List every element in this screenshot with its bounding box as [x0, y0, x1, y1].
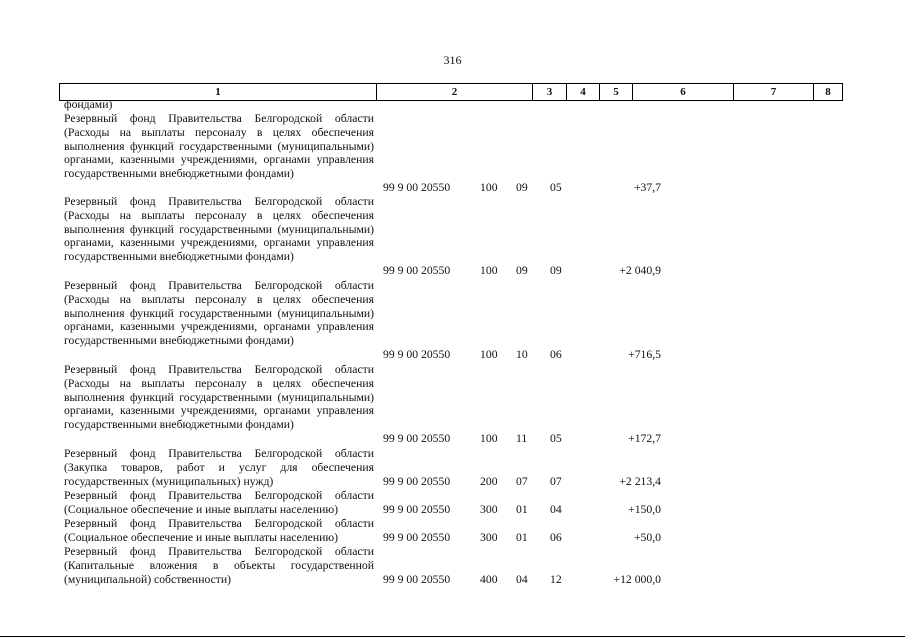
header-col-6: 6 [633, 84, 734, 100]
header-col-8: 8 [825, 86, 831, 98]
row-description: Резервный фонд Правительства Белгородской области (Капитальные вложения в объекты государственной (муниципальной) собственности) [64, 545, 374, 586]
row-code: 99 9 00 20550 [383, 475, 451, 488]
row-col3: 100 [480, 432, 498, 445]
row-amount: +37,7 [633, 181, 661, 194]
row-col5: 12 [550, 573, 562, 586]
row-amount: +172,7 [628, 432, 661, 445]
row-code: 99 9 00 20550 [383, 432, 451, 445]
row-col3: 100 [480, 264, 498, 277]
row-amount: +2 213,4 [619, 475, 661, 488]
row-col3: 100 [480, 348, 498, 361]
row-col5: 05 [550, 432, 562, 445]
row-col3: 100 [480, 181, 498, 194]
row-amount: +12 000,0 [613, 573, 661, 586]
row-col3: 300 [480, 503, 498, 516]
row-amount: +150,0 [628, 503, 661, 516]
row-col4: 07 [516, 475, 528, 488]
row-description: Резервный фонд Правительства Белгородской области (Расходы на выплаты персоналу в целях обеспечения выполнения функций государственными (муниципальными) органами, казенными учреждениями, органами управления государственными внебюджетными фондами) [64, 363, 374, 432]
row-description: Резервный фонд Правительства Белгородской области (Расходы на выплаты персоналу в целях обеспечения выполнения функций государственными (муниципальными) органами, казенными учреждениями, органами управления государственными внебюджетными фондами) [64, 112, 374, 181]
row-col3: 200 [480, 475, 498, 488]
row-col5: 09 [550, 264, 562, 277]
row-code: 99 9 00 20550 [383, 531, 451, 544]
row-col5: 06 [550, 348, 562, 361]
row-col5: 05 [550, 181, 562, 194]
row-code: 99 9 00 20550 [383, 503, 451, 516]
row-amount: +50,0 [633, 531, 661, 544]
continuation-text: фондами) [64, 98, 113, 111]
row-col5: 04 [550, 503, 562, 516]
row-description: Резервный фонд Правительства Белгородской области (Расходы на выплаты персоналу в целях обеспечения выполнения функций государственными (муниципальными) органами, казенными учреждениями, органами управления государственными внебюджетными фондами) [64, 279, 374, 348]
row-col5: 07 [550, 475, 562, 488]
row-col4: 09 [516, 181, 528, 194]
row-amount: +2 040,9 [619, 264, 661, 277]
row-col4: 01 [516, 503, 528, 516]
row-code: 99 9 00 20550 [383, 348, 451, 361]
row-description: Резервный фонд Правительства Белгородской области (Расходы на выплаты персоналу в целях обеспечения выполнения функций государственными (муниципальными) органами, казенными учреждениями, органами управления государственными внебюджетными фондами) [64, 195, 374, 264]
header-col-3: 3 [533, 84, 567, 100]
row-col3: 300 [480, 531, 498, 544]
header-col-4: 4 [567, 84, 600, 100]
page-bottom-edge [0, 636, 905, 637]
header-col-5: 5 [600, 84, 633, 100]
row-amount: +716,5 [628, 348, 661, 361]
row-description: Резервный фонд Правительства Белгородской области (Закупка товаров, работ и услуг для обеспечения государственных (муниципальных) нужд) [64, 447, 374, 488]
row-col4: 01 [516, 531, 528, 544]
page-number: 316 [443, 53, 462, 67]
row-description: Резервный фонд Правительства Белгородской области (Социальное обеспечение и иные выплаты населению) [64, 517, 374, 544]
row-col5: 06 [550, 531, 562, 544]
header-col-1: 1 [60, 84, 377, 100]
row-code: 99 9 00 20550 [383, 573, 451, 586]
row-col4: 09 [516, 264, 528, 277]
header-col-7: 7 [734, 84, 814, 100]
row-code: 99 9 00 20550 [383, 264, 451, 277]
row-col4: 04 [516, 573, 528, 586]
row-code: 99 9 00 20550 [383, 181, 451, 194]
row-col3: 400 [480, 573, 498, 586]
header-col-2: 2 [377, 84, 533, 100]
row-col4: 10 [516, 348, 528, 361]
row-description: Резервный фонд Правительства Белгородской области (Социальное обеспечение и иные выплаты населению) [64, 489, 374, 516]
row-col4: 11 [516, 432, 528, 445]
